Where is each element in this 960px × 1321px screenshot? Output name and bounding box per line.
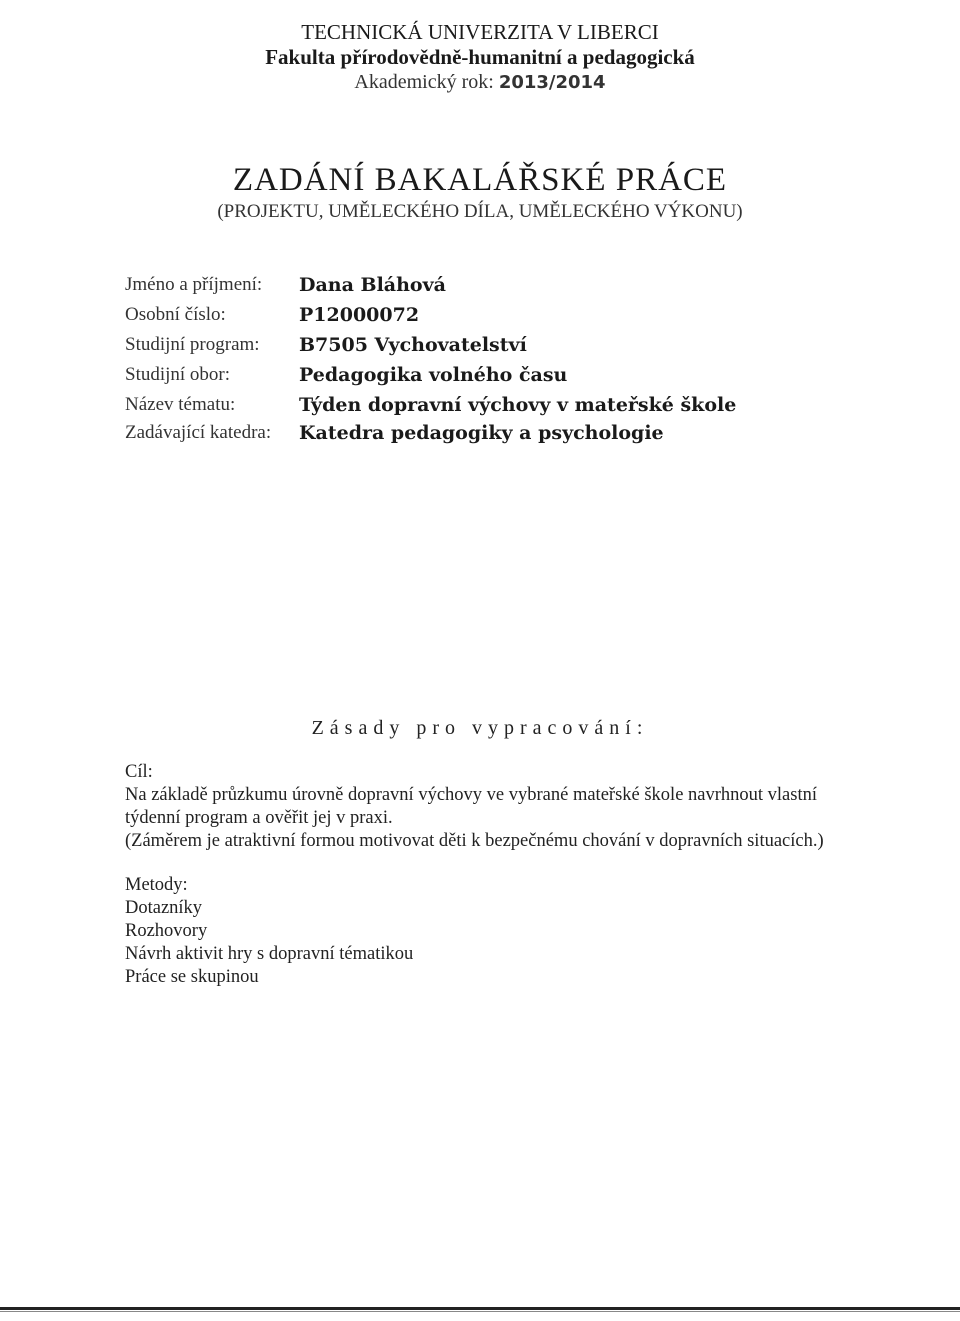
faculty-name: Fakulta přírodovědně-humanitní a pedagogická	[265, 45, 695, 69]
method-item-2: Rozhovory	[125, 921, 208, 941]
field-label-name: Jméno a příjmení:	[125, 274, 263, 295]
document-title: ZADÁNÍ BAKALÁŘSKÉ PRÁCE	[232, 162, 728, 198]
field-value-study-program: B7505 Vychovatelství	[299, 334, 527, 356]
bottom-scan-edge-thin	[0, 1311, 960, 1312]
field-value-name: Dana Bláhová	[299, 274, 446, 296]
goal-line-1: Na základě průzkumu úrovně dopravní výchovy ve vybrané mateřské škole navrhnout vlastní	[125, 785, 817, 805]
field-label-personal-number: Osobní číslo:	[125, 304, 226, 325]
field-label-topic: Název tématu:	[125, 394, 236, 415]
field-label-study-program: Studijní program:	[125, 334, 260, 355]
university-name: TECHNICKÁ UNIVERZITA V LIBERCI	[301, 20, 659, 44]
field-value-topic: Týden dopravní výchovy v mateřské škole	[299, 394, 737, 416]
academic-year	[0, 70, 960, 95]
field-label-department: Zadávající katedra:	[125, 422, 272, 443]
method-item-4: Práce se skupinou	[125, 967, 259, 987]
goal-line-3: (Záměrem je atraktivní formou motivovat děti k bezpečnému chování v dopravních situacích.)	[125, 831, 824, 851]
goal-label: Cíl:	[125, 762, 153, 782]
goal-line-2: týdenní program a ověřit jej v praxi.	[125, 808, 393, 828]
field-label-study-field: Studijní obor:	[125, 364, 231, 385]
document-subtitle: (PROJEKTU, UMĚLECKÉHO DÍLA, UMĚLECKÉHO VÝKONU)	[217, 201, 743, 222]
field-value-study-field: Pedagogika volného času	[299, 364, 568, 386]
field-value-department: Katedra pedagogiky a psychologie	[299, 422, 664, 444]
section-heading: Zásady pro vypracování:	[311, 717, 649, 739]
academic-year-value: 2013/2014	[498, 72, 606, 93]
bottom-scan-edge	[0, 1307, 960, 1310]
academic-year-label: Akademický rok:	[354, 71, 494, 93]
method-item-3: Návrh aktivit hry s dopravní tématikou	[125, 944, 414, 964]
methods-label: Metody:	[125, 875, 188, 895]
method-item-1: Dotazníky	[125, 898, 203, 918]
field-value-personal-number: P12000072	[299, 304, 420, 326]
